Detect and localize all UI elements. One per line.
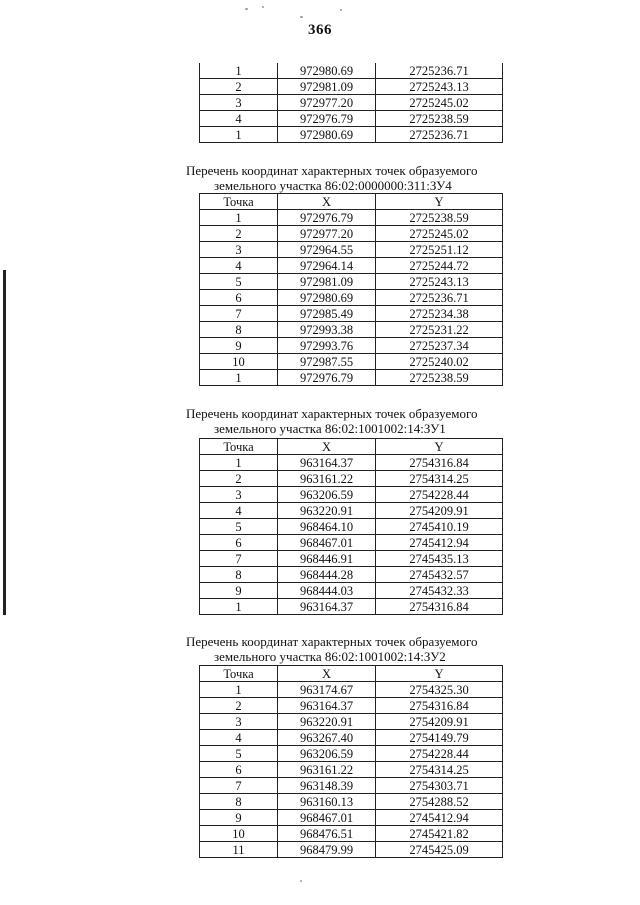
table-row (200, 535, 503, 551)
caption-line: земельного участка 86:02:0000000:311:ЗУ4 (214, 178, 452, 193)
cell-y: 2754316.84 (376, 455, 503, 471)
header-y: Y (376, 439, 503, 455)
cell-point: 6 (200, 535, 278, 551)
table-body (200, 455, 503, 615)
cell-x: 972977.20 (278, 226, 376, 242)
scan-speck (300, 16, 303, 18)
table-row (200, 551, 503, 567)
cell-y: 2754149.79 (376, 730, 503, 746)
cell-x: 963161.22 (278, 471, 376, 487)
table-row (200, 242, 503, 258)
scan-speck (340, 9, 342, 11)
cell-point: 10 (200, 826, 278, 842)
cell-y: 2725231.22 (376, 322, 503, 338)
cell-point: 5 (200, 519, 278, 535)
table-row (200, 698, 503, 714)
cell-x: 963164.37 (278, 455, 376, 471)
header-x: X (278, 194, 376, 210)
cell-point: 4 (200, 730, 278, 746)
cell-x: 972976.79 (278, 370, 376, 386)
cell-point: 1 (200, 455, 278, 471)
cell-point: 2 (200, 471, 278, 487)
table-row (200, 583, 503, 599)
cell-point: 3 (200, 487, 278, 503)
coordinates-table-zu4 (199, 193, 503, 386)
cell-y: 2745432.33 (376, 583, 503, 599)
cell-y: 2725238.59 (376, 111, 503, 127)
cell-point: 11 (200, 842, 278, 858)
table-body (200, 682, 503, 858)
cell-y: 2745435.13 (376, 551, 503, 567)
cell-point: 4 (200, 111, 278, 127)
table-caption-zu4 (0, 163, 640, 193)
cell-x: 972993.38 (278, 322, 376, 338)
cell-point: 9 (200, 583, 278, 599)
cell-x: 963160.13 (278, 794, 376, 810)
cell-x: 972980.69 (278, 290, 376, 306)
cell-y: 2725251.12 (376, 242, 503, 258)
table-row (200, 842, 503, 858)
cell-y: 2725245.02 (376, 226, 503, 242)
table-row (200, 322, 503, 338)
cell-x: 968444.28 (278, 567, 376, 583)
scan-speck (262, 6, 264, 8)
cell-point: 6 (200, 290, 278, 306)
table-row (200, 682, 503, 698)
caption-line: земельного участка 86:02:1001002:14:ЗУ2 (214, 649, 446, 664)
table-row (200, 274, 503, 290)
table-row (200, 370, 503, 386)
cell-point: 4 (200, 503, 278, 519)
cell-point: 1 (200, 682, 278, 698)
header-y: Y (376, 666, 503, 682)
table-header-row (200, 666, 503, 682)
header-x: X (278, 439, 376, 455)
cell-point: 3 (200, 242, 278, 258)
cell-x: 972977.20 (278, 95, 376, 111)
scan-speck (245, 8, 248, 10)
cell-x: 963206.59 (278, 487, 376, 503)
cell-x: 972980.69 (278, 63, 376, 79)
cell-y: 2754228.44 (376, 746, 503, 762)
cell-x: 972976.79 (278, 111, 376, 127)
cell-point: 2 (200, 698, 278, 714)
table-row (200, 63, 503, 79)
coordinates-table-zu2 (199, 665, 503, 858)
cell-point: 9 (200, 338, 278, 354)
cell-x: 972981.09 (278, 79, 376, 95)
cell-y: 2725240.02 (376, 354, 503, 370)
table-caption-zu2 (0, 634, 640, 664)
header-point: Точка (200, 666, 278, 682)
cell-x: 963164.37 (278, 698, 376, 714)
cell-x: 963206.59 (278, 746, 376, 762)
scan-edge-mark (3, 270, 6, 615)
coordinates-table-fragment (199, 63, 503, 143)
cell-y: 2754209.91 (376, 503, 503, 519)
cell-x: 963220.91 (278, 714, 376, 730)
cell-y: 2745410.19 (376, 519, 503, 535)
cell-point: 2 (200, 226, 278, 242)
table-row (200, 794, 503, 810)
header-y: Y (376, 194, 503, 210)
cell-x: 972981.09 (278, 274, 376, 290)
table-row (200, 455, 503, 471)
table-row (200, 210, 503, 226)
cell-point: 3 (200, 714, 278, 730)
table-row (200, 95, 503, 111)
cell-point: 5 (200, 274, 278, 290)
table-row (200, 826, 503, 842)
cell-x: 972987.55 (278, 354, 376, 370)
table-row (200, 354, 503, 370)
cell-x: 972985.49 (278, 306, 376, 322)
cell-y: 2725237.34 (376, 338, 503, 354)
table-header-row (200, 439, 503, 455)
cell-x: 968479.99 (278, 842, 376, 858)
cell-point: 1 (200, 63, 278, 79)
cell-x: 972980.69 (278, 127, 376, 143)
table-row (200, 471, 503, 487)
cell-x: 972964.14 (278, 258, 376, 274)
table-row (200, 810, 503, 826)
header-point: Точка (200, 194, 278, 210)
cell-y: 2725236.71 (376, 63, 503, 79)
table-row (200, 111, 503, 127)
cell-y: 2754288.52 (376, 794, 503, 810)
cell-y: 2745412.94 (376, 810, 503, 826)
cell-x: 963148.39 (278, 778, 376, 794)
cell-y: 2754316.84 (376, 698, 503, 714)
cell-y: 2754325.30 (376, 682, 503, 698)
caption-line: Перечень координат характерных точек образуемого (186, 406, 478, 421)
table-row (200, 714, 503, 730)
cell-x: 963161.22 (278, 762, 376, 778)
cell-y: 2725234.38 (376, 306, 503, 322)
cell-y: 2725245.02 (376, 95, 503, 111)
header-point: Точка (200, 439, 278, 455)
table-row (200, 487, 503, 503)
table-row (200, 306, 503, 322)
cell-point: 8 (200, 567, 278, 583)
cell-x: 972993.76 (278, 338, 376, 354)
cell-point: 10 (200, 354, 278, 370)
table-body (200, 63, 503, 143)
cell-x: 963220.91 (278, 503, 376, 519)
cell-point: 9 (200, 810, 278, 826)
cell-y: 2725243.13 (376, 274, 503, 290)
cell-y: 2725236.71 (376, 290, 503, 306)
caption-line: земельного участка 86:02:1001002:14:ЗУ1 (214, 421, 446, 436)
cell-point: 2 (200, 79, 278, 95)
caption-line: Перечень координат характерных точек образуемого (186, 163, 478, 178)
cell-y: 2745412.94 (376, 535, 503, 551)
cell-point: 7 (200, 306, 278, 322)
table-header-row (200, 194, 503, 210)
table-row (200, 762, 503, 778)
table-row (200, 567, 503, 583)
cell-point: 8 (200, 794, 278, 810)
table-row (200, 258, 503, 274)
caption-line: Перечень координат характерных точек образуемого (186, 634, 478, 649)
cell-point: 1 (200, 210, 278, 226)
table-row (200, 519, 503, 535)
cell-point: 6 (200, 762, 278, 778)
cell-x: 968467.01 (278, 810, 376, 826)
cell-y: 2754316.84 (376, 599, 503, 615)
cell-y: 2754314.25 (376, 471, 503, 487)
cell-point: 7 (200, 778, 278, 794)
table-row (200, 338, 503, 354)
cell-x: 968446.91 (278, 551, 376, 567)
table-row (200, 746, 503, 762)
cell-y: 2725243.13 (376, 79, 503, 95)
cell-y: 2745421.82 (376, 826, 503, 842)
cell-y: 2754303.71 (376, 778, 503, 794)
cell-x: 968467.01 (278, 535, 376, 551)
cell-point: 5 (200, 746, 278, 762)
cell-y: 2725238.59 (376, 370, 503, 386)
cell-point: 4 (200, 258, 278, 274)
table-row (200, 599, 503, 615)
cell-y: 2725244.72 (376, 258, 503, 274)
page-number: 366 (308, 22, 332, 38)
cell-y: 2725238.59 (376, 210, 503, 226)
table-row (200, 290, 503, 306)
table-body (200, 210, 503, 386)
cell-point: 1 (200, 370, 278, 386)
cell-x: 963164.37 (278, 599, 376, 615)
cell-point: 1 (200, 127, 278, 143)
table-row (200, 503, 503, 519)
table-row (200, 127, 503, 143)
cell-y: 2745432.57 (376, 567, 503, 583)
cell-x: 968464.10 (278, 519, 376, 535)
cell-y: 2754228.44 (376, 487, 503, 503)
cell-x: 968444.03 (278, 583, 376, 599)
cell-x: 963174.67 (278, 682, 376, 698)
cell-x: 968476.51 (278, 826, 376, 842)
coordinates-table-zu1 (199, 438, 503, 615)
table-row (200, 226, 503, 242)
cell-point: 8 (200, 322, 278, 338)
cell-x: 972964.55 (278, 242, 376, 258)
scan-speck (300, 880, 302, 882)
cell-y: 2745425.09 (376, 842, 503, 858)
table-caption-zu1 (0, 406, 640, 436)
cell-y: 2754314.25 (376, 762, 503, 778)
cell-y: 2754209.91 (376, 714, 503, 730)
cell-point: 1 (200, 599, 278, 615)
header-x: X (278, 666, 376, 682)
cell-y: 2725236.71 (376, 127, 503, 143)
cell-point: 7 (200, 551, 278, 567)
table-row (200, 730, 503, 746)
table-row (200, 79, 503, 95)
cell-x: 972976.79 (278, 210, 376, 226)
cell-x: 963267.40 (278, 730, 376, 746)
cell-point: 3 (200, 95, 278, 111)
table-row (200, 778, 503, 794)
